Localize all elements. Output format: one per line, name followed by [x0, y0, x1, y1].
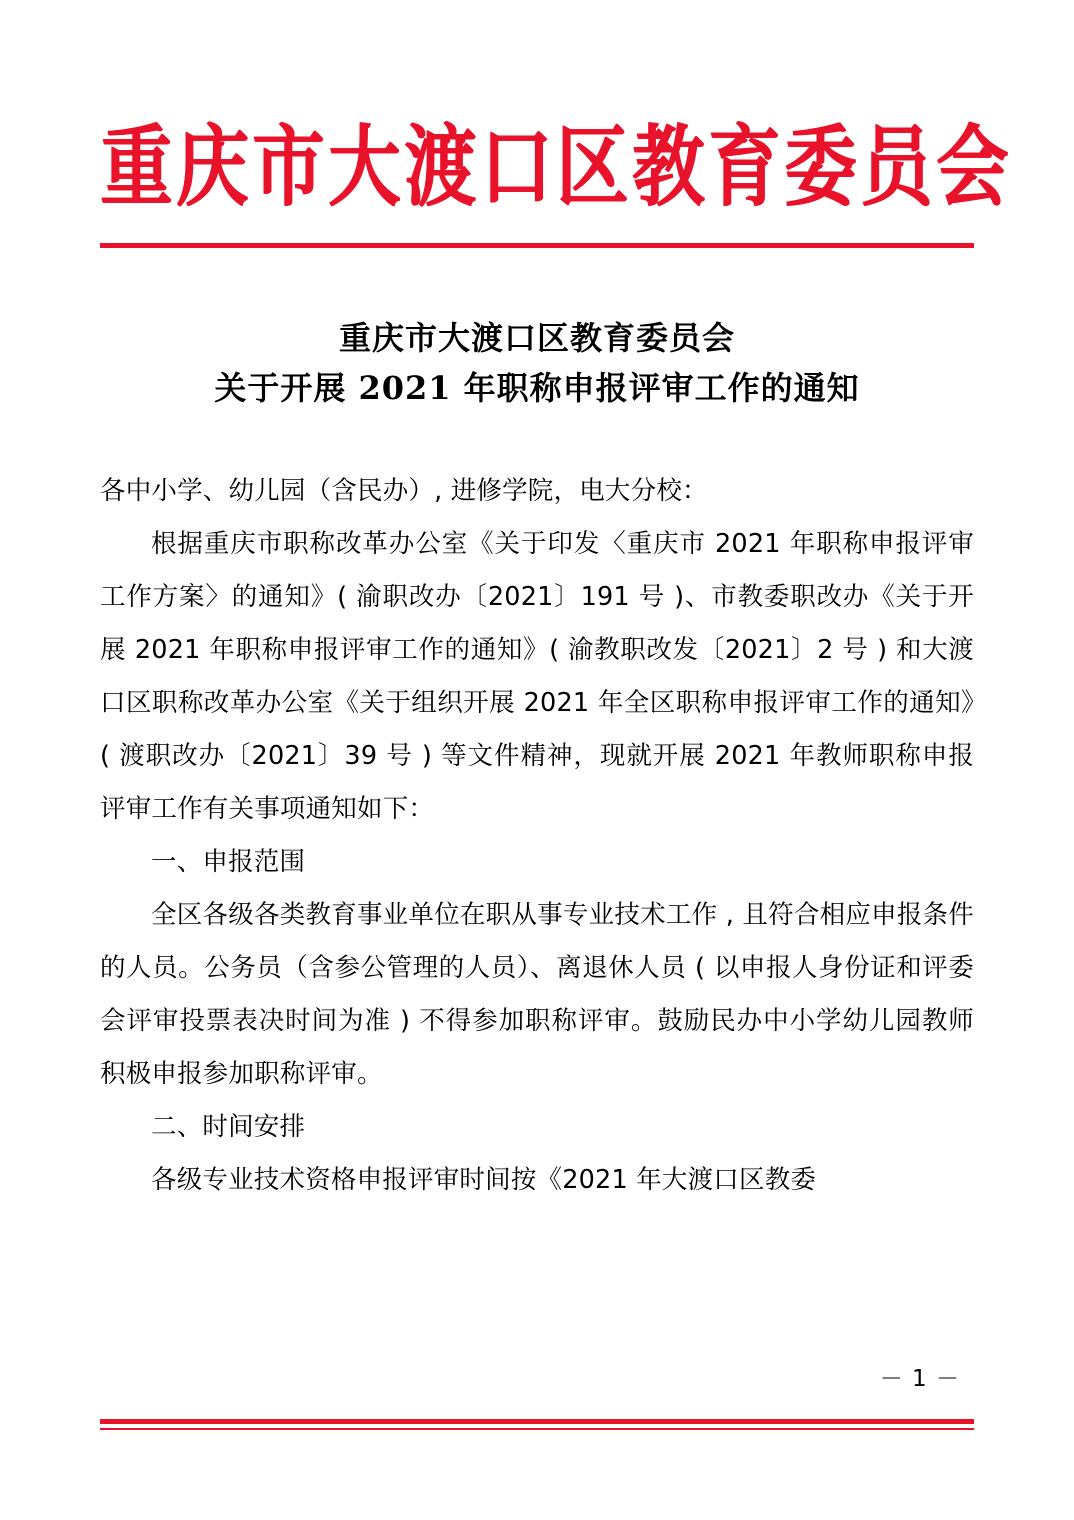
- letterhead-divider: [100, 243, 974, 248]
- page-footer: [100, 1360, 974, 1430]
- letterhead: [100, 0, 1013, 219]
- page-title: [100, 314, 974, 413]
- document-body: [100, 465, 974, 1207]
- body-paragraph-3: 各级专业技术资格申报评审时间按《2021 年大渡口区教委: [151, 1165, 817, 1196]
- footer-divider-thin: [100, 1428, 974, 1430]
- section-heading-1: 一、申报范围: [151, 847, 306, 878]
- footer-divider-thick: [100, 1419, 974, 1424]
- body-paragraph-2: 全区各级各类教育事业单位在职从事专业技术工作 , 且符合相应申报条件的人员。公务员（含参公管理的人员）、离退休人员 ( 以申报人身份证和评委会评审投票表决时间为准 ) 不得参加职称评审。鼓励民办中小学幼儿园教师积极申报参加职称评审。: [100, 900, 974, 1090]
- salutation: 各中小学、幼儿园（含民办）, 进修学院，电大分校：: [100, 476, 708, 507]
- page-title-line-2: 关于开展 2021 年职称申报评审工作的通知: [214, 368, 860, 407]
- letterhead-organization: 重庆市大渡口区教育委员会: [100, 114, 1013, 219]
- body-paragraph-1: 根据重庆市职称改革办公室《关于印发〈重庆市 2021 年职称申报评审工作方案〉的通知》( 渝职改办〔2021〕191 号 )、市教委职改办《关于开展 2021 年职称申报评审工作的通知》( 渝教职改发〔2021〕2 号 ) 和大渡口区职称改革办公室《关于组织开展 2021 年全区职称申报评审工作的通知》( 渡职改办〔2021〕39 号 ) 等文件精神，现就开展 2021 年教师职称申报评审工作有关事项通知如下：: [100, 529, 974, 825]
- page-title-line-1: 重庆市大渡口区教育委员会: [338, 319, 735, 358]
- page-number: － 1 －: [879, 1366, 960, 1392]
- section-heading-2: 二、时间安排: [151, 1112, 306, 1143]
